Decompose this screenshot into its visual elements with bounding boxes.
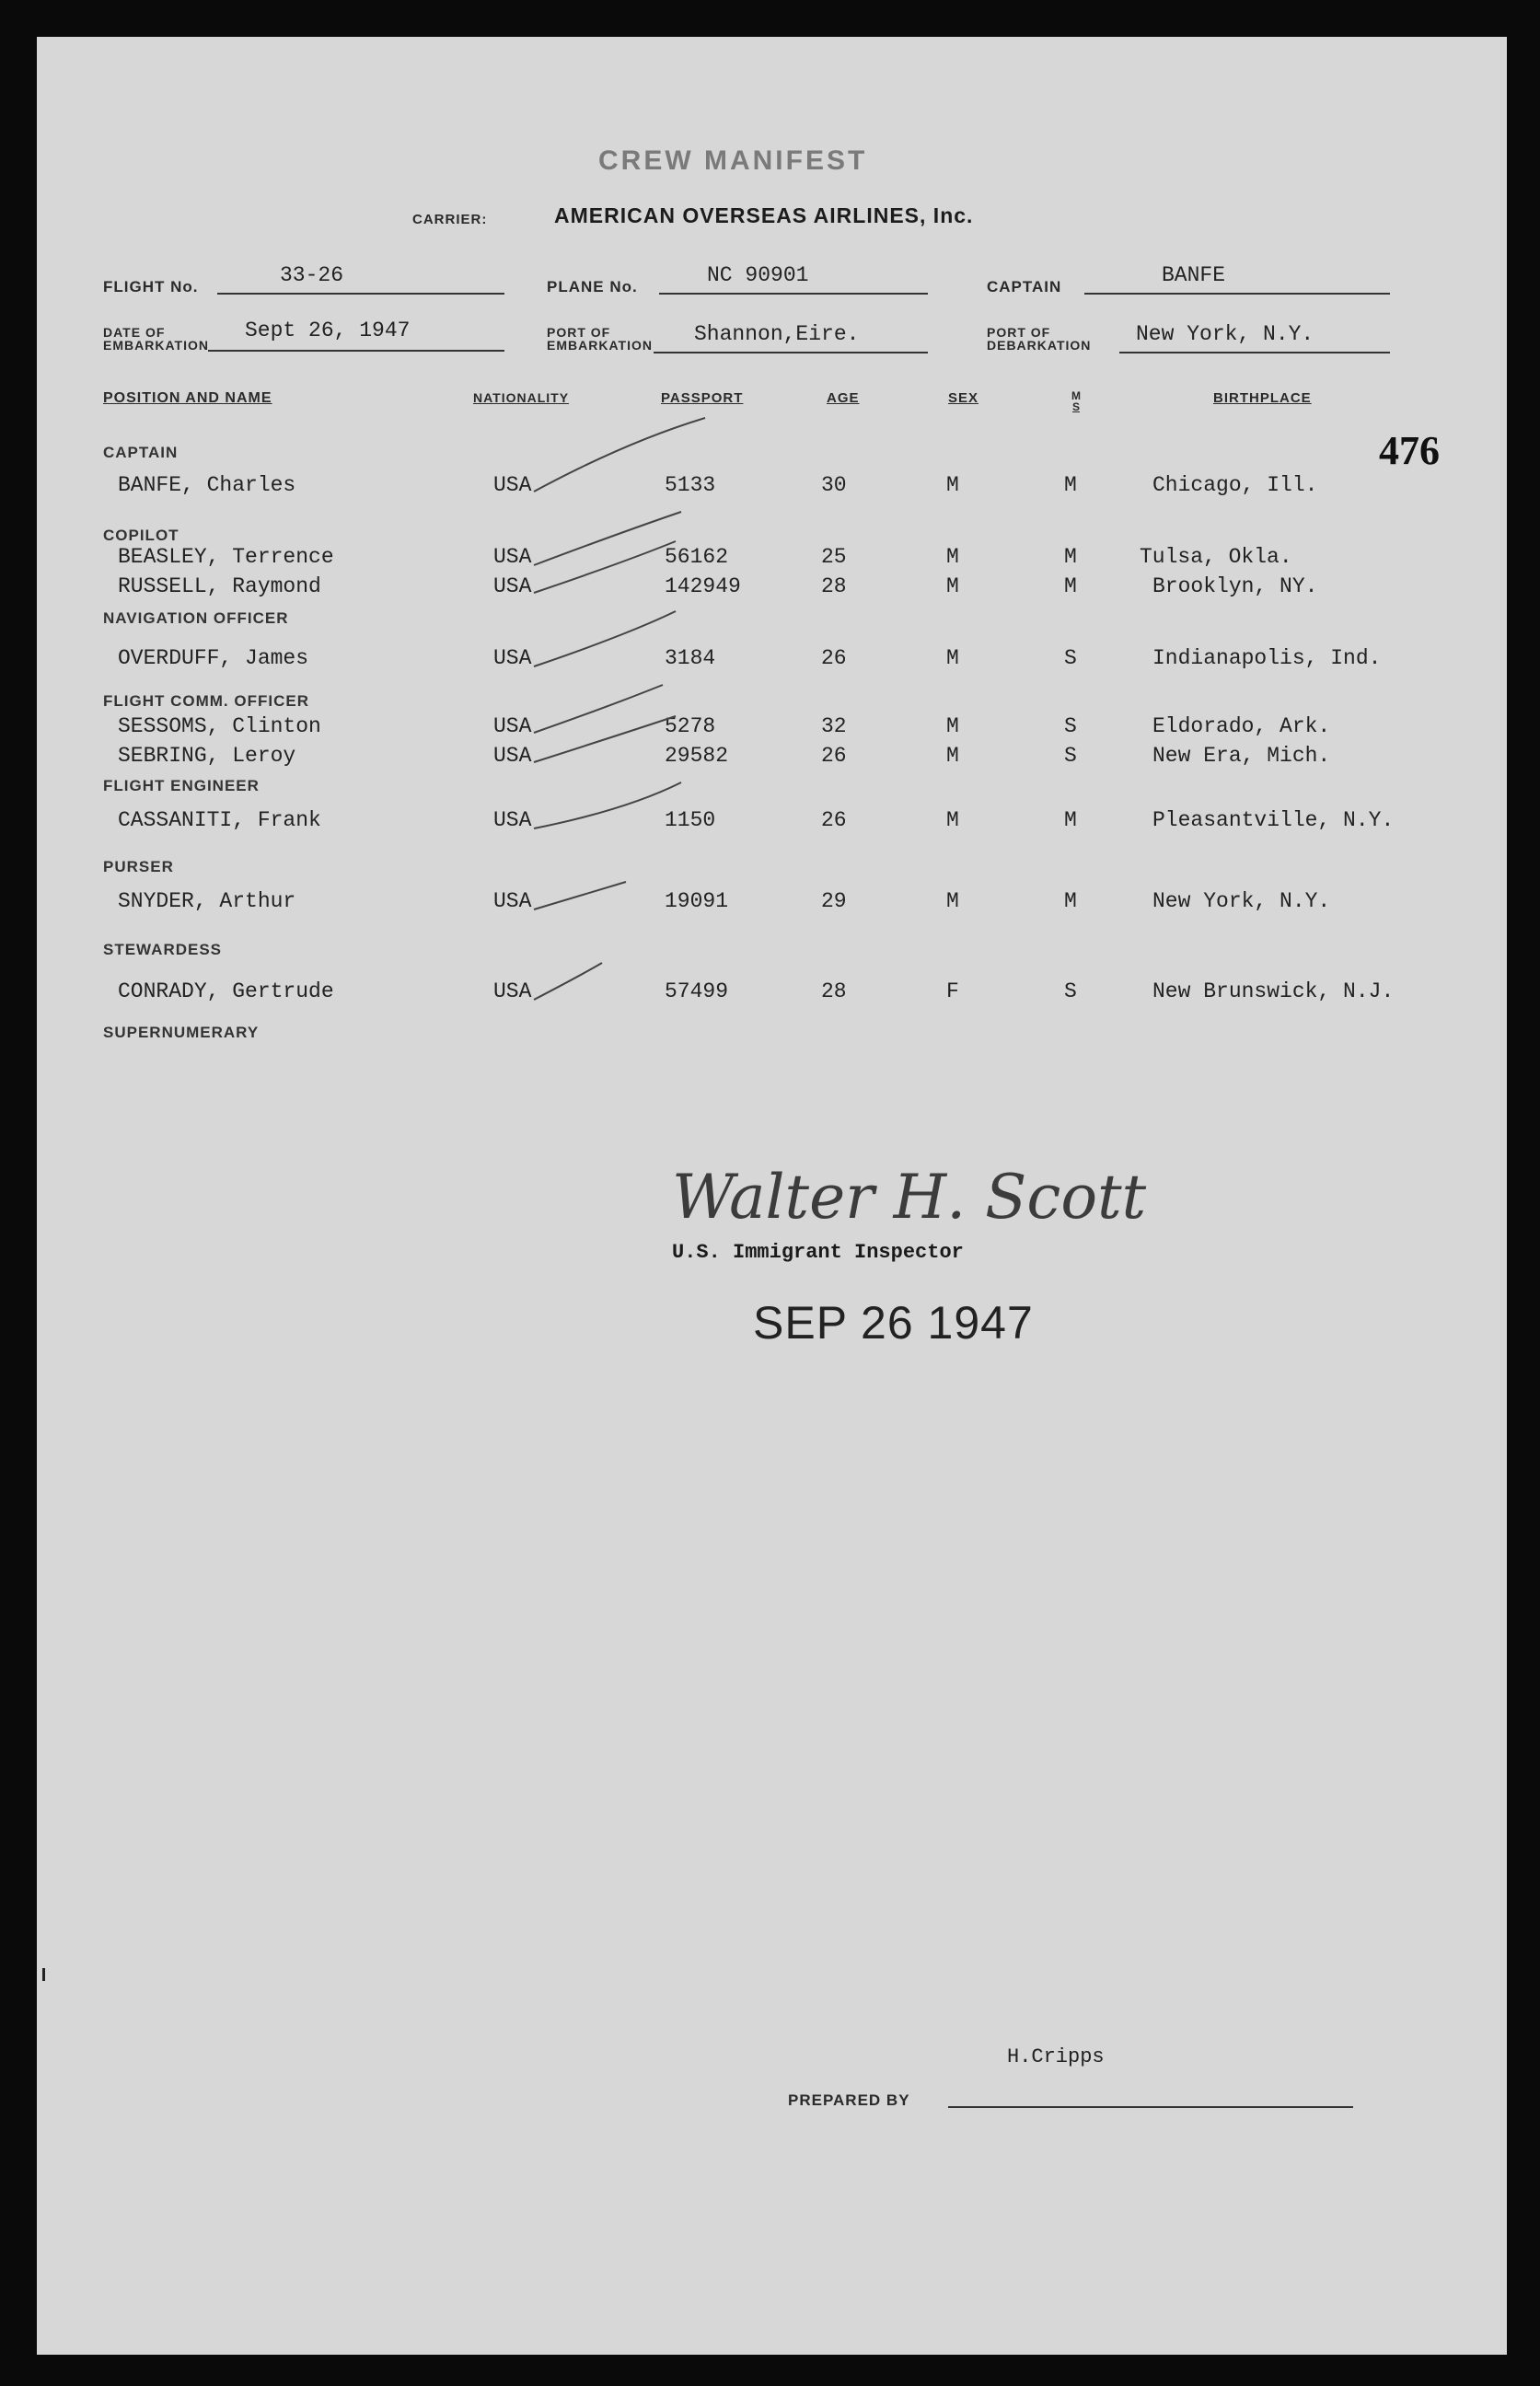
document-title: CREW MANIFEST [598, 145, 868, 176]
crew-nationality: USA [493, 889, 532, 913]
crew-passport: 29582 [665, 744, 729, 768]
crew-marital: S [1064, 979, 1077, 1003]
page-number: 476 [1379, 428, 1440, 473]
carrier-name: AMERICAN OVERSEAS AIRLINES, Inc. [554, 203, 974, 227]
crew-name: OVERDUFF, James [118, 646, 309, 670]
check-mark [534, 541, 676, 593]
captain-label: CAPTAIN [987, 278, 1062, 295]
section-stewardess: STEWARDESS [103, 941, 223, 958]
check-mark [534, 882, 626, 909]
col-sex: SEX [948, 390, 979, 406]
col-passport: PASSPORT [661, 390, 744, 406]
section-copilot: COPILOT [103, 527, 179, 544]
crew-sex: M [946, 545, 959, 569]
date-value: Sept 26, 1947 [245, 319, 411, 342]
port-debarkation-value: New York, N.Y. [1136, 322, 1314, 346]
crew-passport: 19091 [665, 889, 729, 913]
crew-birthplace: Brooklyn, NY. [1152, 574, 1318, 598]
crew-age: 26 [821, 744, 847, 768]
section-purser: PURSER [103, 858, 174, 875]
port-embarkation-value: Shannon,Eire. [694, 322, 860, 346]
crew-age: 26 [821, 808, 847, 832]
crew-passport: 3184 [665, 646, 716, 670]
crew-nationality: USA [493, 714, 532, 738]
crew-name: BANFE, Charles [118, 473, 296, 497]
section-captain: CAPTAIN [103, 444, 179, 461]
crew-birthplace: New Brunswick, N.J. [1152, 979, 1395, 1003]
crew-passport: 5133 [665, 473, 716, 497]
crew-name: CONRADY, Gertrude [118, 979, 334, 1003]
date-label: DATE OF EMBARKATION [103, 325, 209, 353]
crew-passport: 56162 [665, 545, 729, 569]
crew-birthplace: Indianapolis, Ind. [1152, 646, 1382, 670]
col-position-name: POSITION AND NAME [103, 390, 272, 406]
crew-nationality: USA [493, 646, 532, 670]
crew-marital: M [1064, 545, 1077, 569]
crew-age: 26 [821, 646, 847, 670]
crew-name: SNYDER, Arthur [118, 889, 296, 913]
check-mark [534, 512, 681, 565]
crew-sex: M [946, 889, 959, 913]
crew-birthplace: New York, N.Y. [1152, 889, 1331, 913]
col-marital: M S [1071, 389, 1081, 413]
check-mark [534, 418, 705, 492]
scan-margin-mark [42, 1968, 45, 1981]
crew-nationality: USA [493, 473, 532, 497]
crew-marital: M [1064, 574, 1077, 598]
crew-nationality: USA [493, 979, 532, 1003]
crew-birthplace: New Era, Mich. [1152, 744, 1331, 768]
crew-marital: S [1064, 714, 1077, 738]
check-mark [534, 611, 676, 666]
check-mark [534, 716, 676, 762]
crew-birthplace: Eldorado, Ark. [1152, 714, 1331, 738]
crew-age: 25 [821, 545, 847, 569]
crew-passport: 57499 [665, 979, 729, 1003]
crew-sex: M [946, 808, 959, 832]
flight-no-value: 33-26 [280, 263, 344, 287]
check-mark [534, 685, 663, 733]
crew-nationality: USA [493, 744, 532, 768]
crew-sex: M [946, 473, 959, 497]
crew-age: 30 [821, 473, 847, 497]
crew-age: 28 [821, 979, 847, 1003]
prepared-by-line [948, 2106, 1353, 2108]
captain-value: BANFE [1162, 263, 1226, 287]
crew-name: CASSANITI, Frank [118, 808, 321, 832]
crew-birthplace: Pleasantville, N.Y. [1152, 808, 1395, 832]
crew-name: SEBRING, Leroy [118, 744, 296, 768]
prepared-by-label: PREPARED BY [788, 2091, 910, 2109]
crew-name: RUSSELL, Raymond [118, 574, 321, 598]
section-comm: FLIGHT COMM. OFFICER [103, 692, 309, 710]
section-engineer: FLIGHT ENGINEER [103, 777, 260, 794]
crew-marital: M [1064, 808, 1077, 832]
section-navigation: NAVIGATION OFFICER [103, 609, 289, 627]
crew-passport: 142949 [665, 574, 741, 598]
crew-marital: M [1064, 473, 1077, 497]
crew-sex: M [946, 646, 959, 670]
crew-birthplace: Tulsa, Okla. [1140, 545, 1292, 569]
crew-marital: S [1064, 646, 1077, 670]
flight-no-label: FLIGHT No. [103, 278, 199, 295]
crew-birthplace: Chicago, Ill. [1152, 473, 1318, 497]
crew-age: 28 [821, 574, 847, 598]
check-mark [534, 963, 602, 1000]
crew-sex: F [946, 979, 959, 1003]
crew-name: SESSOMS, Clinton [118, 714, 321, 738]
date-stamp: SEP 26 1947 [753, 1297, 1034, 1349]
carrier-label: CARRIER: [412, 212, 488, 227]
section-supernumerary: SUPERNUMERARY [103, 1024, 260, 1041]
col-nationality: NATIONALITY [473, 390, 570, 405]
crew-nationality: USA [493, 545, 532, 569]
crew-sex: M [946, 744, 959, 768]
crew-age: 29 [821, 889, 847, 913]
manifest-sheet [37, 37, 1507, 2355]
col-age: AGE [827, 390, 860, 406]
port-embarkation-label: PORT OF EMBARKATION [547, 325, 653, 353]
inspector-signature: Walter H. Scott [672, 1162, 1147, 1233]
crew-sex: M [946, 574, 959, 598]
crew-sex: M [946, 714, 959, 738]
crew-nationality: USA [493, 574, 532, 598]
crew-age: 32 [821, 714, 847, 738]
plane-no-value: NC 90901 [707, 263, 809, 287]
crew-nationality: USA [493, 808, 532, 832]
inspector-label: U.S. Immigrant Inspector [672, 1241, 964, 1264]
crew-passport: 5278 [665, 714, 716, 738]
pencil-check-marks [37, 37, 1507, 1141]
plane-no-label: PLANE No. [547, 278, 638, 295]
check-mark [534, 782, 681, 828]
prepared-by-name: H.Cripps [1007, 2045, 1105, 2068]
crew-marital: M [1064, 889, 1077, 913]
crew-marital: S [1064, 744, 1077, 768]
col-birthplace: BIRTHPLACE [1213, 390, 1312, 406]
port-debarkation-label: PORT OF DEBARKATION [987, 325, 1092, 353]
crew-passport: 1150 [665, 808, 716, 832]
crew-name: BEASLEY, Terrence [118, 545, 334, 569]
